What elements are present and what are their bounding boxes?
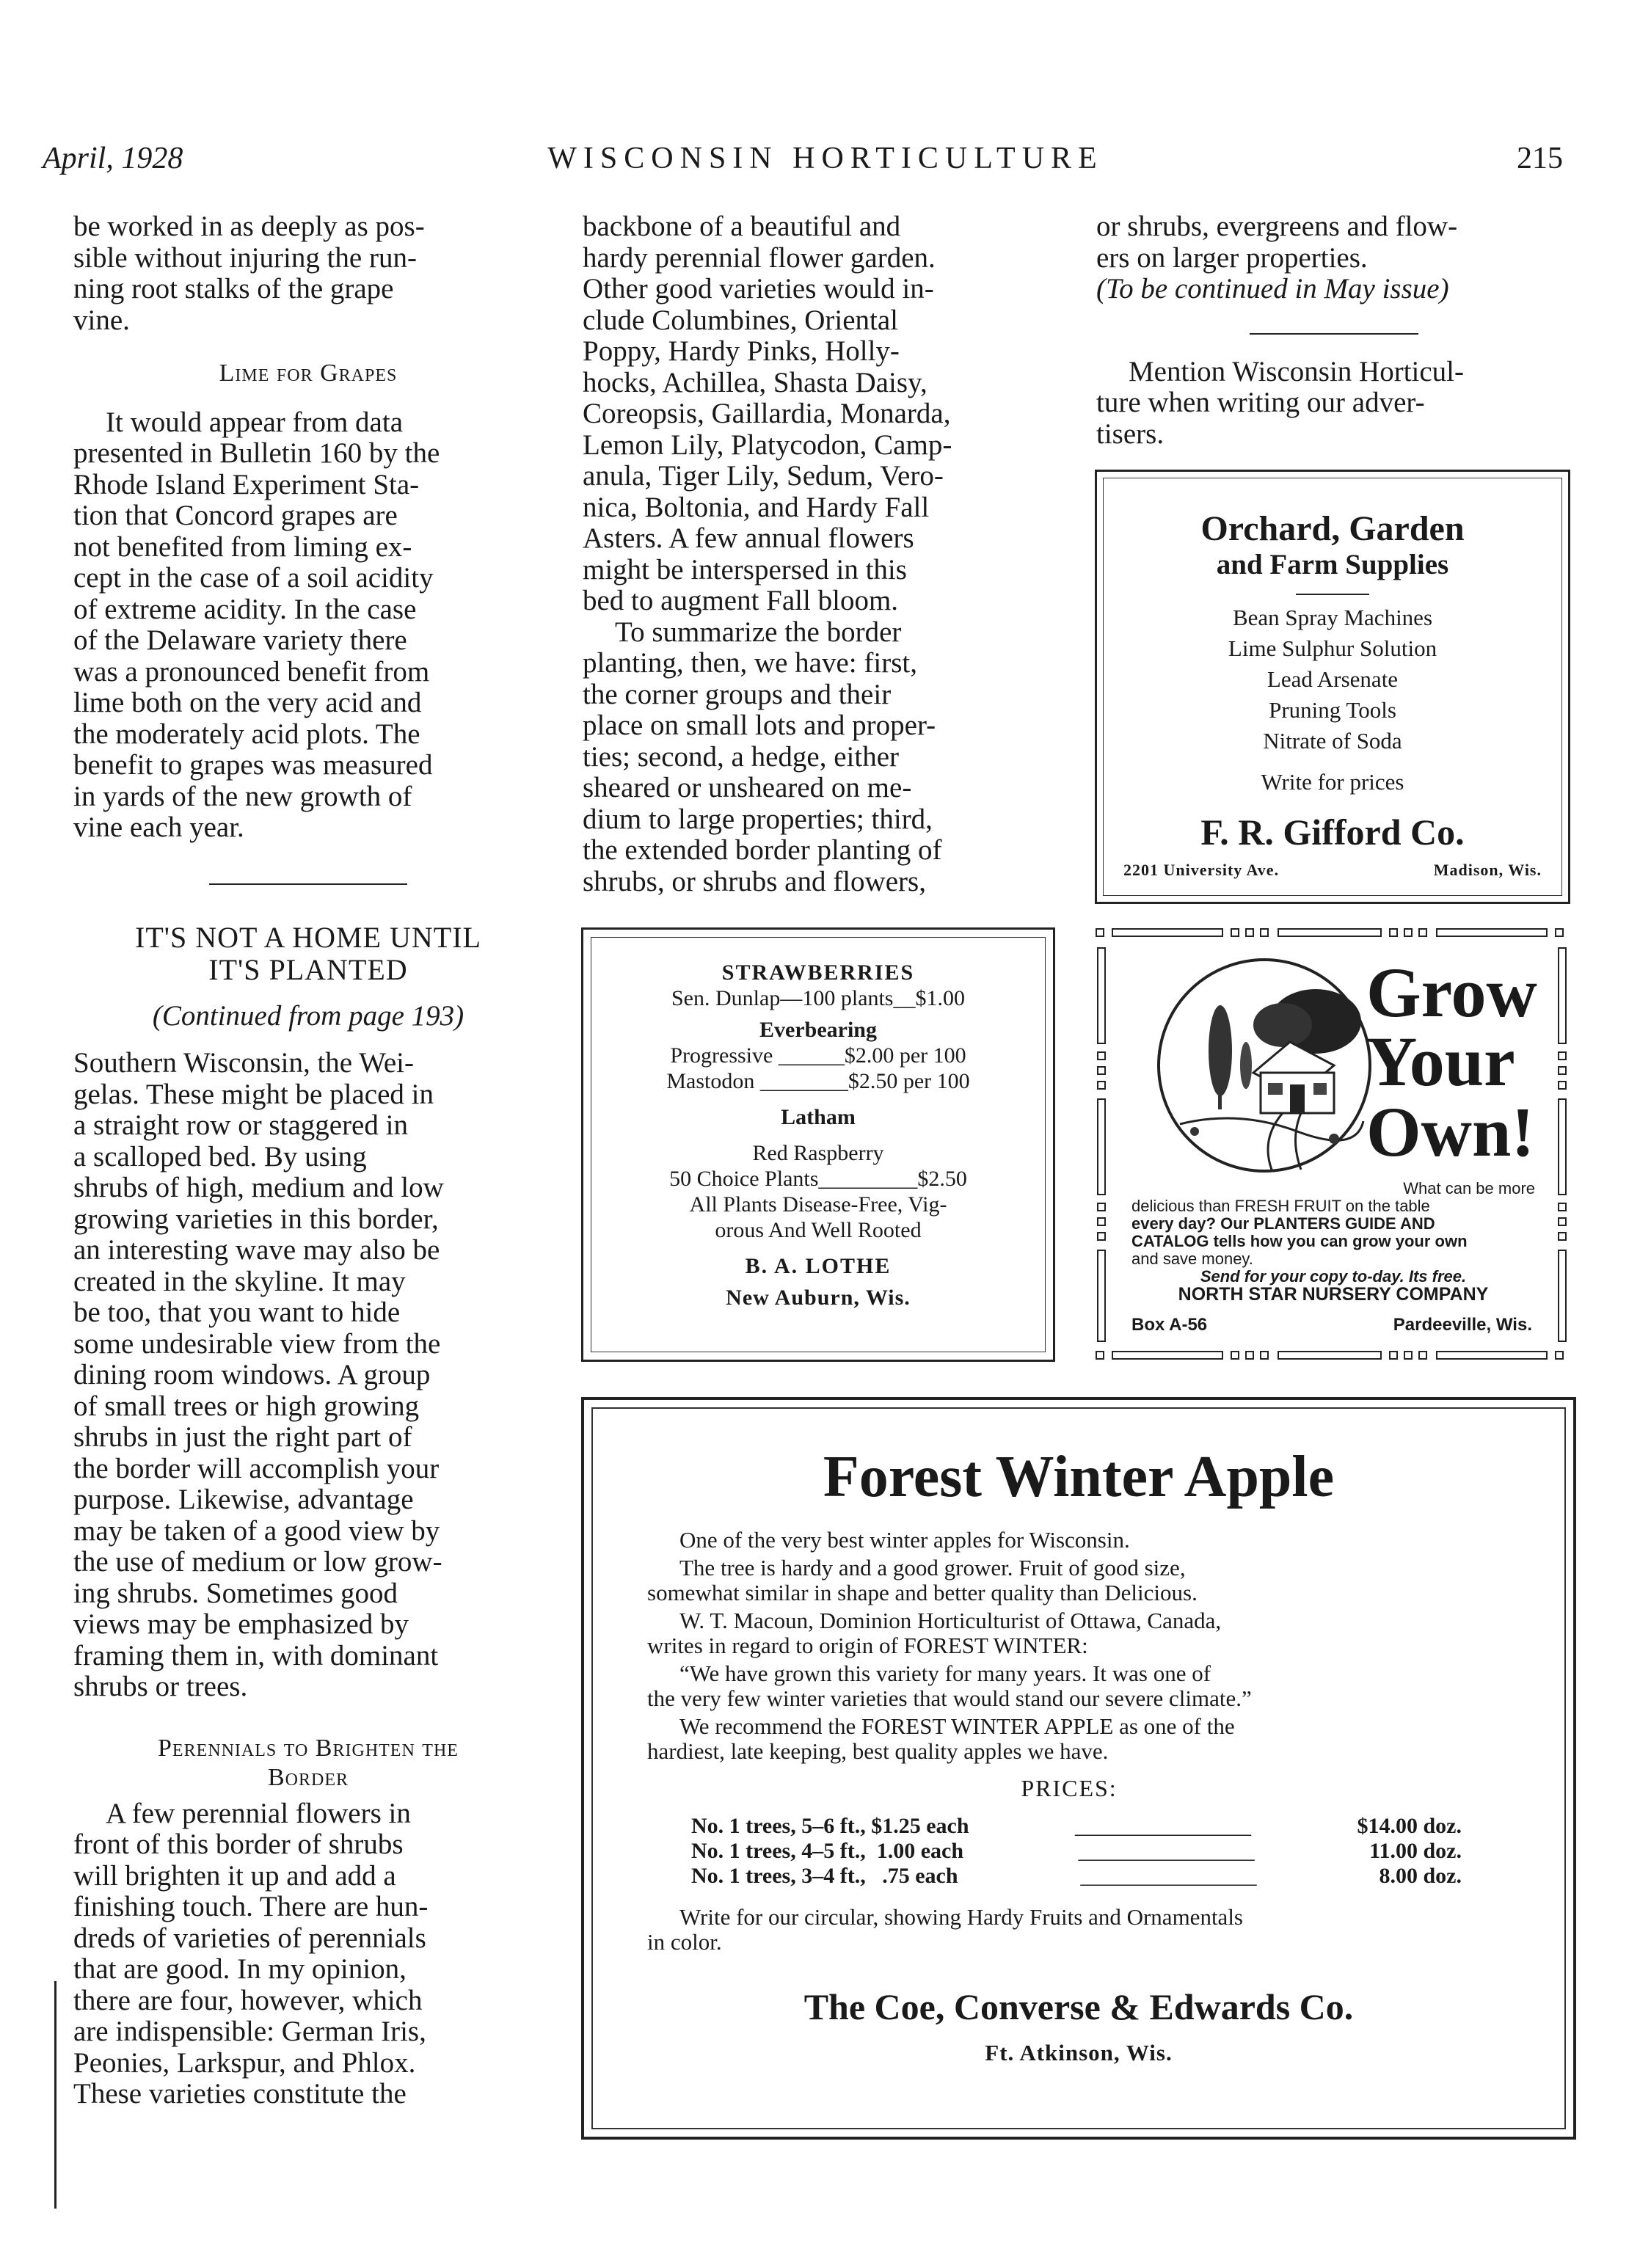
house-illustration	[1151, 955, 1378, 1175]
header-title: WISCONSIN HORTICULTURE	[547, 142, 1104, 175]
gifford-title-2: and Farm Supplies	[1216, 549, 1449, 580]
ad-northstar: Grow Your Own! What can be more delicious than FRESH FRUIT on the table every day? Our PLANTERS GUIDE AND CATALOG tells how you can grow your own and save money. Send for your copy to-day. Its free. NORTH STAR NURSERY COMPANY Box A-56 Pardeeville, Wis.	[1095, 926, 1570, 1363]
column-1	[73, 211, 543, 2110]
northstar-city: Pardeeville, Wis.	[1393, 1315, 1532, 1335]
your-text: Your	[1366, 1022, 1515, 1101]
price-row: No. 1 trees, 3–4 ft., .75 each ________________ 8.00 doz.	[691, 1864, 1462, 1888]
col3-divider	[1250, 333, 1418, 335]
column-2	[583, 211, 1057, 897]
lothe-firm: B. A. LOTHE	[745, 1254, 892, 1278]
decorative-border-left	[1095, 941, 1109, 1349]
page-number: 215	[1517, 142, 1563, 175]
column-3: or shrubs, evergreens and flow- ers on larger properties. (To be continued in May issue) Mention Wisconsin Horticul- ture when writing our adver- tisers.	[1096, 211, 1572, 450]
gifford-item: Pruning Tools	[1269, 697, 1396, 723]
gifford-city: Madison, Wis.	[1433, 861, 1542, 879]
gifford-title-1: Orchard, Garden	[1200, 509, 1465, 548]
header-date: April, 1928	[43, 142, 183, 175]
lime-paragraph: It would appear from data presented in Bulletin 160 by the Rhode Island Experiment Sta- tion that Concord grapes are not benefited from liming ex- cept in the case of a soil acidity of extreme acidity. In the case of the Delaware variety there was a pronounced benefit from lime both on the very acid and the moderately acid plots. The benefit to grapes was measured in yards of the new growth of vine each year.	[73, 406, 440, 843]
ad-forest-apple: Forest Winter Apple One of the very best winter apples for Wisconsin. The tree is hardy and a good grower. Fruit of good size, somewhat similar in shape and better quality than Delicious. W. T. Macoun, Dominion Horticulturist of Ottawa, Canada, writes in regard to origin of FOREST WINTER: “We have grown this variety for many years. It was one of the very few winter varieties that would stand our severe climate.” We recommend the FOREST WINTER APPLE as one of the hardiest, late keeping, best quality apples we have. PRICES: No. 1 trees, 5–6 ft., $1.25 each ________________ $14.00 doz. No. 1 trees, 4–5 ft., 1.00 each ________________ 11.00 doz. No. 1 trees, 3–4 ft., .75 each ________________ 8.00 doz. Write for our circular, showing Hardy Fruits and Ornamentals in color. The Coe, Converse & Edwards Co. Ft. Atkinson, Wis.	[581, 1397, 1576, 2140]
price-row: No. 1 trees, 4–5 ft., 1.00 each ________________ 11.00 doz.	[691, 1839, 1462, 1863]
decorative-border-bottom	[1095, 1349, 1570, 1363]
forest-city: Ft. Atkinson, Wis.	[985, 2040, 1173, 2065]
gifford-item: Lime Sulphur Solution	[1228, 635, 1437, 661]
gifford-address: 2201 University Ave.	[1123, 861, 1280, 879]
price-table	[691, 1814, 1462, 1889]
col1-top-paragraph: be worked in as deeply as pos- sible without injuring the run- ning root stalks of the grape vine.	[73, 211, 425, 336]
own-text: Own!	[1366, 1093, 1535, 1171]
perennials-paragraph: A few perennial flowers in front of this border of shrubs will brighten it up and add a finishing touch. There are hun- dreds of varieties of perennials that are good. In my opinion, there are four, however, which are indispensible: German Iris, Peonies, Larkspur, and Phlox. These varieties constitute the	[73, 1797, 429, 2110]
to-be-continued: (To be continued in May issue)	[1096, 273, 1449, 305]
column-1-edge-rule	[54, 1981, 57, 2209]
gifford-item: Lead Arsenate	[1267, 666, 1399, 692]
prices-heading: PRICES:	[1021, 1775, 1118, 1801]
northstar-box: Box A-56	[1131, 1315, 1208, 1335]
strawberries-heading: STRAWBERRIES	[721, 960, 915, 985]
latham-heading: Latham	[781, 1105, 856, 1129]
grow-text: Grow	[1366, 953, 1537, 1032]
gifford-firm: F. R. Gifford Co.	[1200, 812, 1465, 853]
col2-paragraph-1: backbone of a beautiful and hardy perennial flower garden. Other good varieties would in- clude Columbines, Oriental Poppy, Hardy Pinks, Holly- hocks, Achillea, Shasta Daisy, Coreopsis, Gaillardia, Monarda, Lemon Lily, Platycodon, Camp- anula, Tiger Lily, Sedum, Vero- nica, Boltonia, and Hardy Fall Asters. A few annual flowers might be interspersed in this bed to augment Fall bloom.	[583, 211, 952, 616]
perennials-heading: Perennials to Brighten the Border	[158, 1734, 459, 1791]
lothe-city: New Auburn, Wis.	[726, 1286, 911, 1310]
ad-gifford	[1095, 470, 1570, 904]
lime-heading: Lime for Grapes	[219, 360, 398, 387]
article-title-line1: IT'S NOT A HOME UNTIL	[135, 920, 481, 954]
forest-title: Forest Winter Apple	[823, 1445, 1335, 1509]
forest-firm: The Coe, Converse & Edwards Co.	[803, 1986, 1354, 2027]
article-paragraph: Southern Wisconsin, the Wei- gelas. These might be placed in a straight row or staggered in a scalloped bed. By using shrubs of high, medium and low growing varieties in this border, an interesting wave may also be created in the skyline. It may be too, that you want to hide some undesirable view from the dining room windows. A group of small trees or high growing shrubs in just the right part of the border will accomplish your purpose. Likewise, advantage may be taken of a good view by the use of medium or low grow- ing shrubs. Sometimes good views may be emphasized by framing them in, with dominant shrubs or trees.	[73, 1047, 444, 1702]
gifford-item: Bean Spray Machines	[1232, 605, 1433, 630]
article-title-line2: IT'S PLANTED	[208, 952, 408, 986]
continued-note: (Continued from page 193)	[152, 999, 464, 1032]
decorative-border-right	[1556, 941, 1570, 1349]
gifford-write: Write for prices	[1261, 769, 1404, 795]
everbearing-heading: Everbearing	[759, 1018, 877, 1042]
col2-paragraph-2: To summarize the border planting, then, we have: first, the corner groups and their place on small lots and proper- ties; second, a hedge, either sheared or unsheared on me- dium to large properties; third, the extended border planting of shrubs, or shrubs and flowers,	[583, 616, 942, 897]
decorative-border-top	[1095, 926, 1570, 941]
ad-strawberries: STRAWBERRIES Sen. Dunlap—100 plants__$1.00 Everbearing Progressive ______$2.00 per 100 Mastodon ________$2.50 per 100 Latham Red Raspberry 50 Choice Plants_________$2.50 All Plants Disease-Free, Vig- orous And Well Rooted B. A. LOTHE New Auburn, Wis.	[581, 927, 1055, 1362]
northstar-firm: NORTH STAR NURSERY COMPANY	[1178, 1284, 1489, 1305]
gifford-item: Nitrate of Soda	[1263, 728, 1402, 754]
price-row: No. 1 trees, 5–6 ft., $1.25 each ________________ $14.00 doz.	[691, 1814, 1462, 1838]
